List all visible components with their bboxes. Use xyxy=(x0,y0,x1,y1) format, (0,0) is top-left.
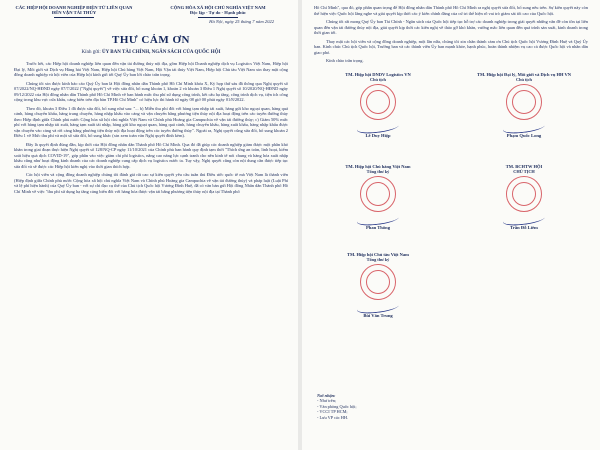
signatory-name: Trần Đỗ Liêm xyxy=(510,225,538,230)
signature-org: TM. Hiệp hội DNDV Logistics VN xyxy=(345,71,411,77)
signature-role: Tổng thư ký xyxy=(366,257,390,262)
paragraph: Trước hết, các Hiệp hội doanh nghiệp liên quan đến vận tải đường thủy nội địa, gồm Hiệp hội Doanh nghiệp dịch vụ Logistics Việt Nam, Hiệp hội Đại lý, Môi giới và Dịch vụ Hàng hải Việt Nam, Hiệp hội Chủ hàng Việt Nam, Hội Vận tải thủy Việt Nam, Hiệp hội Chủ tàu Việt Nam xin thay mặt cộng đồng doanh nghiệp và hội viên của Hiệp hội kính gửi tới Quý Ủy ban lời chào trân trọng. xyxy=(14,61,288,78)
paragraph: Chúng tôi xin được kính báo cáo Quý Ủy ban là Hội đồng nhân dân Thành phố Hồ Chí Minh khóa X, Kỳ họp thứ sáu đã thông qua Nghị quyết số 07/2022/NQ-HĐND ngày 07/7/2022 ("Nghị quyết") về việc sửa đổi, bổ sung khoản 1, khoản 2 và khoản 3 Điều 1 Nghị quyết số 10/2020/NQ-HĐND ngày 09/12/2022 của Hội đồng nhân dân Thành phố Hồ Chí Minh về ban hành mức thu phí sử dụng công trình, kết cấu hạ tầng, công trình dịch vụ, tiện ích công cộng trong khu vực cửa khẩu, cảng biển trên địa bàn TP.Hồ Chí Minh" có hiệu lực thi hành từ ngày 08 giờ 00 phút ngày 01/8/2022. xyxy=(14,80,288,103)
recipient-name: ỦY BAN TÀI CHÍNH, NGÂN SÁCH CỦA QUỐC HỘI xyxy=(102,50,221,56)
country-name: CỘNG HÒA XÃ HỘI CHỦ NGHĨA VIỆT NAM xyxy=(170,5,266,10)
signatory-name: Bùi Văn Trung xyxy=(363,313,393,318)
recipient-prefix: Kính gửi: xyxy=(81,50,101,56)
signature-role: CHỦ TỊCH xyxy=(513,169,535,174)
signature-block xyxy=(314,72,588,362)
letter-page-1 xyxy=(0,0,298,450)
stamp-seal xyxy=(360,176,396,212)
signature-org: TM. Hiệp hội Chủ hàng Việt Nam xyxy=(345,163,411,169)
signature-role: Chủ tịch xyxy=(370,77,386,82)
stamp-seal xyxy=(360,84,396,120)
signatory-name: Phan Thông xyxy=(365,225,391,230)
letter-header xyxy=(14,5,288,17)
signature-waterway-transport xyxy=(460,164,588,231)
signature-logistics xyxy=(314,72,442,139)
national-motto xyxy=(148,5,288,17)
signature-role: Chủ tịch xyxy=(516,77,532,82)
recipient-item: - Lưu VP các HH. xyxy=(317,414,349,420)
motto: Độc lập - Tự do - Hạnh phúc xyxy=(189,10,247,16)
letter-title: THƯ CẢM ƠN xyxy=(112,34,190,47)
paragraph: Kính chào trân trọng. xyxy=(326,58,364,63)
paragraph: Đây là quyết định đúng đắn, kịp thời của Hội đồng nhân dân Thành phố Hồ Chí Minh. Qua đó đã giúp các doanh nghiệp giảm được một phần khó khăn trong giai đoạn thực hiện Nghị quyết số 128/NQ-CP ngày 11/10/2021 của Chính phủ ban hành quy định tạm thời "Thích ứng an toàn, linh hoạt, kiểm soát hiệu quả dịch COVID-19", góp phần vào việc giảm chi phí logistics, nâng cao năng lực cạnh tranh cho nền kinh tế nói chung và hàng hóa xuất nhập khẩu cũng như hoạt động kinh doanh của các doanh nghiệp cung cấp dịch vụ logistics nước ta. Tuy vậy, Nghị quyết cũng còn nội dung cần được tiếp tục sửa đổi và sẽ được các Hiệp hội kiến nghị vào thời gian thích hợp. xyxy=(14,141,288,169)
recipient-item: - Như trên; xyxy=(317,398,337,403)
stamp-seal xyxy=(506,84,542,120)
paragraph: Hồ Chí Minh", qua đó, góp phần quan trọng để Hội đồng nhân dân Thành phố Hồ Chí Minh ra nghị quyết sửa đổi, bổ sung nêu trên. Sự kiên quyết này còn thể hiện việc Quốc hội lắng nghe và giải quyết kịp thời các ý kiến chính đáng của cử tri thể hiện rõ vai trò giám sát tối cao của Quốc hội. xyxy=(314,5,588,16)
recipient-item: - Văn phòng Quốc hội; xyxy=(317,403,357,409)
paragraph: Các hội viên và cộng đồng doanh nghiệp chúng tôi đánh giá rất cao sự kiến quyết yêu cầu tuân thủ Điều ước quốc tế mà Việt Nam là thành viên (Hiệp định giữa Chính phủ nước Cộng hòa xã hội chủ nghĩa Việt Nam và Chính phủ Hoàng gia Campuchia về vận tải đường thủy) và pháp luật (Luật Phí và lệ phí hiện hành) của Quý Ủy ban - với sự chỉ đạo cụ thể của Chủ tịch Quốc hội Vương Đình Huệ, đã có văn bản gửi Hội đồng Nhân dân Thành phố Hồ Chí Minh về việc "thu phí sử dụng hạ tầng cảng biển đối với hàng hóa được vận tải bằng phương tiện thủy nội địa tại Thành phố xyxy=(14,172,288,194)
stamp-seal xyxy=(360,264,396,300)
underline xyxy=(198,17,238,18)
stamp-seal xyxy=(506,176,542,212)
sender-org xyxy=(14,5,134,17)
underline xyxy=(54,17,94,18)
signature-role: Tổng thư ký xyxy=(366,169,390,174)
paragraph: Thay mặt các hội viên và cộng đồng doanh nghiệp, một lần nữa, chúng tôi xin chân thành cảm ơn Chủ tịch Quốc hội Vương Đình Huệ và Quý Ủy ban. Kính chúc Chủ tịch Quốc hội, Trưởng ban và các thành viên Ủy ban mạnh khỏe, hạnh phúc, hoàn thành nhiệm vụ cao cả được Quốc hội và nhân dân giao phó. xyxy=(314,38,588,55)
paragraph: Theo đó, khoản 3 Điều 1 đã được sửa đổi, bổ sung như sau: "... b) Miễn thu phí đối với hàng tạm nhập tái xuất, hàng gửi kho ngoại quan, hàng quá cảnh, hàng chuyển khẩu, hàng trung chuyển, hàng nhập khẩu vào cảng và vận chuyển bằng phương tiện thủy nội địa hoạt động trên các tuyến đường thủy theo Hiệp định giữa Chính phủ nước Cộng hòa xã hội chủ nghĩa Việt Nam và Chính phủ Hoàng gia Campuchia về vận tải đường thủy; c) Giảm 50% mức phí với hàng tạm nhập tái xuất, hàng tạm xuất tái nhập, hàng gửi kho ngoại quan, hàng quá cảnh, hàng chuyển khẩu, hàng xuất khẩu, hàng nhập khẩu được vận chuyển vào cảng và rời cảng bằng phương tiện thủy nội địa hoạt động trên các tuyến đường thủy". Ngoài ra, Nghị quyết cũng sửa đổi, bổ sung khoản 2 Điều 1 về Mức thu phí và một số sửa đổi, bổ sung khác (xin xem toàn văn Nghị quyết đính kèm). xyxy=(14,105,288,139)
signature-shippers xyxy=(314,164,442,231)
signatory-name: Lê Duy Hiệp xyxy=(365,133,391,138)
letter-date: Hà Nội, ngày 25 tháng 7 năm 2022 xyxy=(209,19,274,25)
signature-org: TM. Hiệp hội Chủ tàu Việt Nam xyxy=(347,251,409,257)
recipients-label: Nơi nhận: xyxy=(317,392,336,398)
recipient-line xyxy=(14,50,288,55)
paragraph: Chúng tôi rất mong Quý Ủy ban Tài Chính - Ngân sách của Quốc hội tiếp tục hỗ trợ các doanh nghiệp trong giải quyết những vấn đề còn tồn tại liên quan đến vận tải đường thủy nội địa, giải quyết kịp thời các kiến nghị về tháo gỡ khó khăn, vướng mắc liên quan đến quá trình sản xuất, kinh doanh trong thời gian tới. xyxy=(314,19,588,35)
letter-page-2 xyxy=(302,0,600,450)
recipients-list xyxy=(316,393,357,421)
signatory-name: Phạm Quốc Long xyxy=(506,133,542,138)
signature-org: TM. Hiệp hội Đại lý, Môi giới và Dịch vụ HH VN xyxy=(476,71,572,77)
sender-org-name: CÁC HIỆP HỘI DOANH NGHIỆP ĐIỆN TỬ LIÊN QUAN ĐẾN VẬN TẢI THỦY xyxy=(15,5,133,16)
signature-agents xyxy=(460,72,588,139)
signature-shipowners xyxy=(314,252,442,319)
recipient-item: - VCCI TP HCM; xyxy=(317,409,348,414)
signature-org: TM. BCHTW HỘI xyxy=(505,163,543,169)
